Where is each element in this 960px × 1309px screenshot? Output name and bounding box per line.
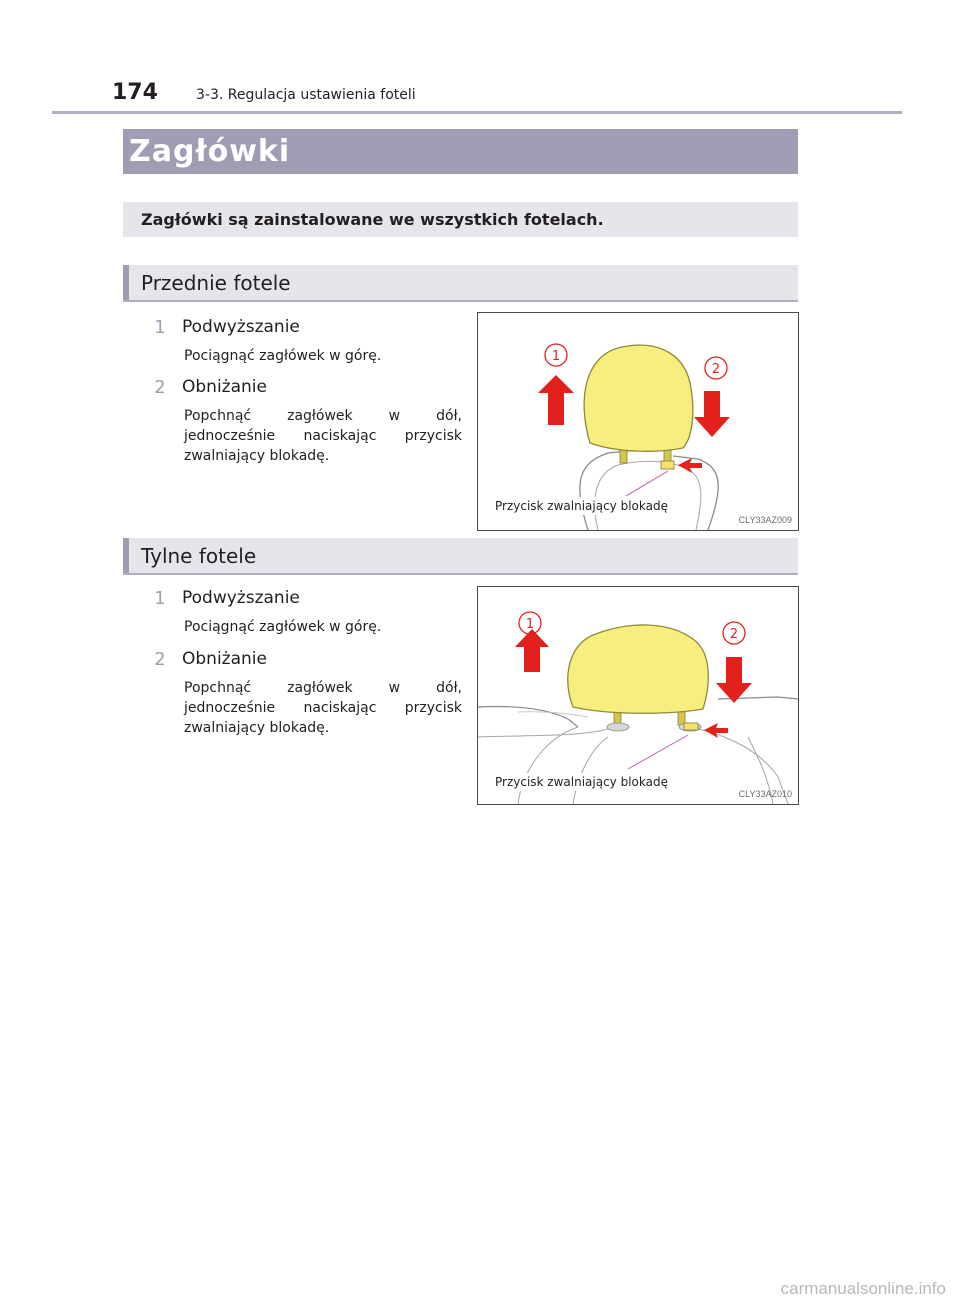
intro-text: Zagłówki są zainstalowane we wszystkich fotelach. [141,210,604,229]
section-heading-rear-seats [123,538,798,575]
step-text: Pociągnąć zagłówek w górę. [184,619,382,635]
page-title-bar [123,129,798,174]
step-title: Podwyższanie [182,588,300,608]
step-number: 2 [154,377,166,398]
release-button-label: Przycisk zwalniający blokadę [492,773,671,791]
section-heading-text: Przednie fotele [141,271,291,295]
callout-1: 1 [525,617,535,632]
running-header: 3-3. Regulacja ustawienia foteli [196,87,416,103]
figure-rear-headrest [477,586,799,805]
figure-code: CLY33AZ010 [738,789,792,799]
step-title: Obniżanie [182,649,267,669]
header-divider [52,111,902,114]
step-text: Popchnąć zagłówek w dół, jednocześnie naciskając przycisk zwalniający blokadę. [184,680,462,736]
step-text: Pociągnąć zagłówek w górę. [184,348,382,364]
page-number: 174 [112,80,158,105]
step-number: 1 [154,317,166,338]
page-title: Zagłówki [129,134,291,169]
section-heading-front-seats [123,265,798,302]
callout-1: 1 [551,349,561,364]
release-button-label: Przycisk zwalniający blokadę [492,497,671,515]
step-title: Podwyższanie [182,317,300,337]
step-number: 2 [154,649,166,670]
watermark: carmanualsonline.info [780,1279,946,1298]
callout-2: 2 [729,627,739,642]
figure-front-headrest [477,312,799,531]
step-number: 1 [154,588,166,609]
step-text: Popchnąć zagłówek w dół, jednocześnie naciskając przycisk zwalniający blokadę. [184,408,462,464]
step-title: Obniżanie [182,377,267,397]
section-accent-bar [123,265,129,300]
figure-code: CLY33AZ009 [738,515,792,525]
intro-box [123,202,798,237]
section-accent-bar [123,538,129,573]
section-heading-text: Tylne fotele [141,544,257,568]
callout-2: 2 [711,362,721,377]
rear-headrest-illustration [478,587,798,804]
